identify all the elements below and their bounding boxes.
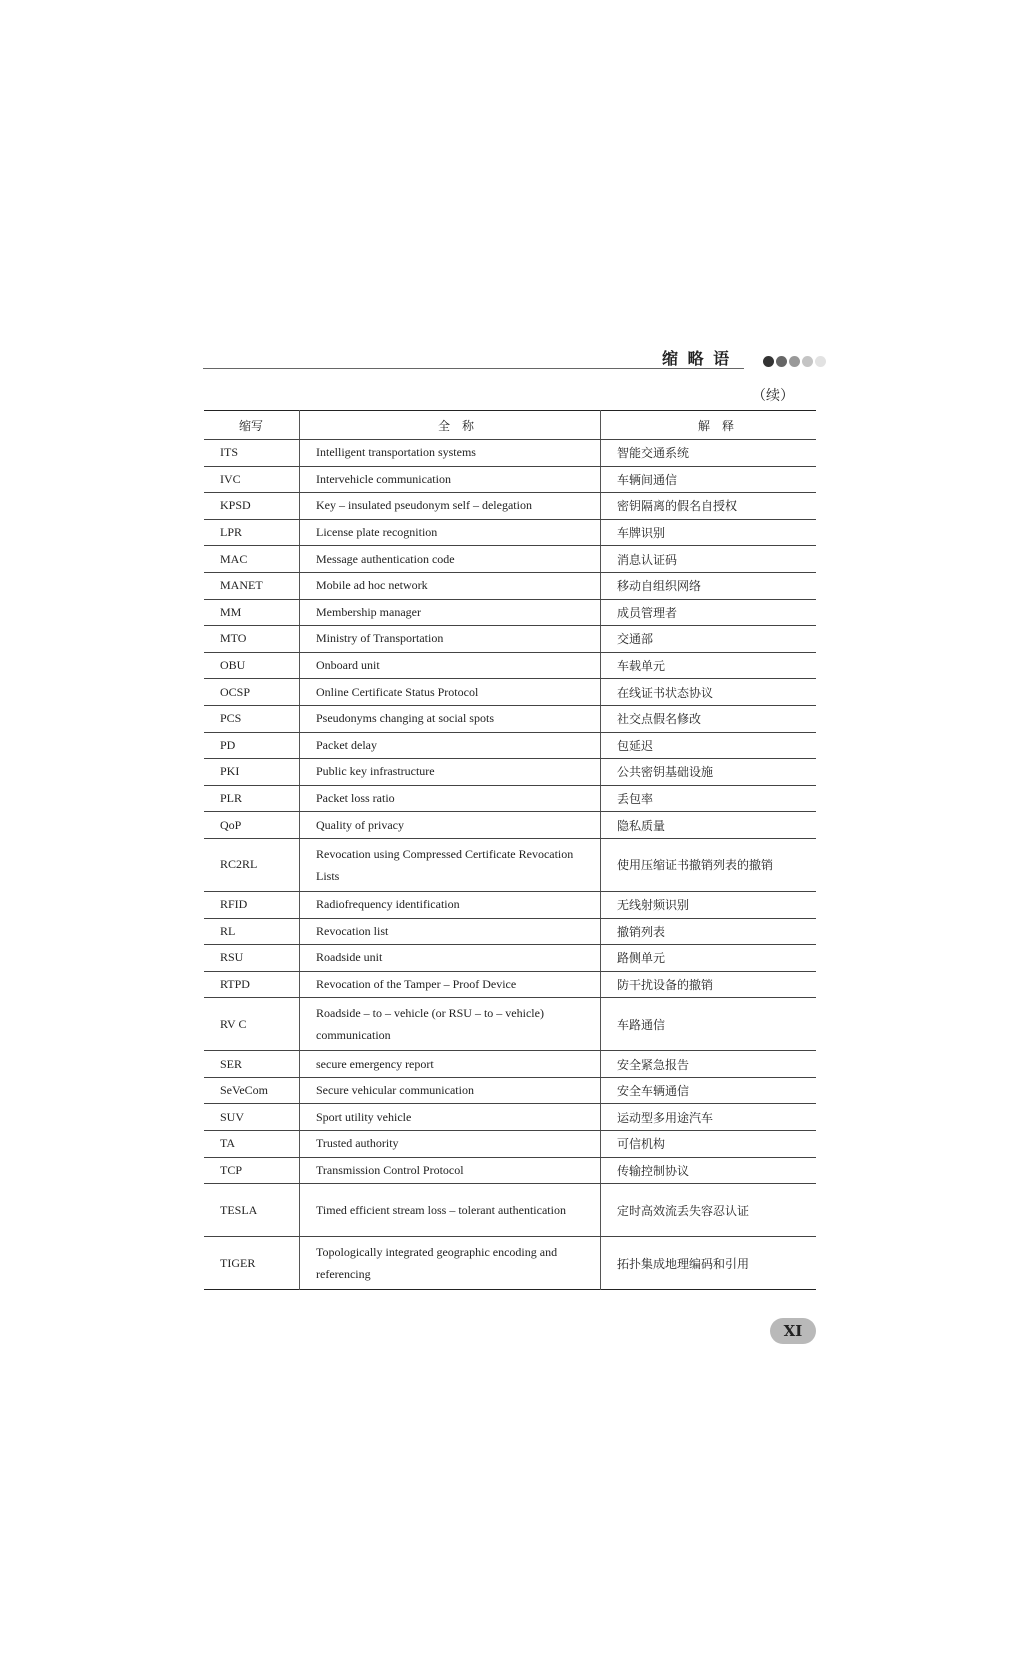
- abbr-cell: RV C: [204, 998, 300, 1051]
- chinese-meaning-cell: 智能交通系统: [601, 440, 817, 467]
- header-dot: [802, 356, 813, 367]
- header-dot: [763, 356, 774, 367]
- full-name-cell: Trusted authority: [300, 1131, 601, 1158]
- column-header-full: 全 称: [300, 411, 601, 440]
- chinese-meaning-cell: 包延迟: [601, 732, 817, 759]
- chinese-meaning-cell: 使用压缩证书撤销列表的撤销: [601, 838, 817, 891]
- table-header-row: [204, 411, 816, 440]
- table-row: [204, 918, 816, 945]
- table-row: [204, 519, 816, 546]
- table-row: [204, 572, 816, 599]
- table-row: [204, 971, 816, 998]
- table-row: [204, 838, 816, 891]
- table-body: [204, 440, 816, 1290]
- column-header-cn: 解 释: [601, 411, 817, 440]
- full-name-cell: Roadside unit: [300, 945, 601, 972]
- table-row: [204, 1131, 816, 1158]
- full-name-cell: Online Certificate Status Protocol: [300, 679, 601, 706]
- chinese-meaning-cell: 移动自组织网络: [601, 572, 817, 599]
- full-name-cell: secure emergency report: [300, 1051, 601, 1078]
- chinese-meaning-cell: 拓扑集成地理编码和引用: [617, 1256, 750, 1271]
- chinese-meaning-cell: 车辆间通信: [601, 466, 817, 493]
- table-row: [204, 652, 816, 679]
- abbr-cell: RFID: [204, 891, 300, 918]
- header-dot: [789, 356, 800, 367]
- full-name-cell: Revocation using Compressed Certificate Revocation Lists: [300, 838, 601, 891]
- abbreviation-table: [204, 410, 816, 1290]
- table-row: [204, 466, 816, 493]
- full-name-cell: Quality of privacy: [300, 812, 601, 839]
- table-row: [204, 759, 816, 786]
- abbr-cell: TCP: [204, 1157, 300, 1184]
- table-row: [204, 1077, 816, 1104]
- table-row: [204, 785, 816, 812]
- chinese-meaning-cell: 传输控制协议: [601, 1157, 817, 1184]
- page-number-badge: XI: [770, 1318, 816, 1344]
- chinese-meaning-cell: 消息认证码: [601, 546, 817, 573]
- header-dot: [776, 356, 787, 367]
- table-row: [204, 812, 816, 839]
- chinese-meaning-cell: 在线证书状态协议: [601, 679, 817, 706]
- abbr-cell: TA: [204, 1131, 300, 1158]
- chinese-meaning-cell: 路侧单元: [601, 945, 817, 972]
- abbr-cell: RSU: [204, 945, 300, 972]
- abbr-cell: OCSP: [204, 679, 300, 706]
- abbr-cell: RL: [204, 918, 300, 945]
- full-name-cell: Revocation list: [300, 918, 601, 945]
- chinese-meaning-cell: 运动型多用途汽车: [601, 1104, 817, 1131]
- chinese-meaning-cell: 隐私质量: [601, 812, 817, 839]
- abbr-cell: PLR: [204, 785, 300, 812]
- full-name-cell: License plate recognition: [300, 519, 601, 546]
- abbr-cell: SUV: [204, 1104, 300, 1131]
- table-row: [204, 599, 816, 626]
- abbr-cell: MANET: [204, 572, 300, 599]
- full-name-cell: Message authentication code: [300, 546, 601, 573]
- full-name-cell: Key – insulated pseudonym self – delegation: [300, 493, 601, 520]
- abbr-cell: IVC: [204, 466, 300, 493]
- abbr-cell: TESLA: [204, 1184, 300, 1237]
- table-row: [204, 1157, 816, 1184]
- table-row: [204, 705, 816, 732]
- full-name-cell: Revocation of the Tamper – Proof Device: [300, 971, 601, 998]
- chinese-meaning-cell: 车载单元: [601, 652, 817, 679]
- header-rule: [203, 368, 744, 369]
- table-row: [204, 493, 816, 520]
- table-row: [204, 440, 816, 467]
- chinese-meaning-cell: 防干扰设备的撤销: [601, 971, 817, 998]
- chinese-meaning-cell: 车路通信: [601, 998, 817, 1051]
- chinese-meaning-cell: 可信机构: [601, 1131, 817, 1158]
- chinese-meaning-cell: 成员管理者: [601, 599, 817, 626]
- full-name-cell: Radiofrequency identification: [300, 891, 601, 918]
- table-row: [204, 732, 816, 759]
- full-name-cell: Pseudonyms changing at social spots: [300, 705, 601, 732]
- table-row: [204, 626, 816, 653]
- chinese-meaning-cell: 撤销列表: [601, 918, 817, 945]
- table-row: [204, 546, 816, 573]
- chinese-meaning-cell: 安全紧急报告: [601, 1051, 817, 1078]
- table-row: [204, 1104, 816, 1131]
- abbr-cell: KPSD: [204, 493, 300, 520]
- header-dots: [763, 356, 826, 367]
- chinese-meaning-cell: 丢包率: [601, 785, 817, 812]
- header-dot: [815, 356, 826, 367]
- full-name-cell: Intelligent transportation systems: [300, 440, 601, 467]
- full-name-cell: Topologically integrated geographic encoding and referencing: [300, 1237, 601, 1290]
- abbr-cell: SeVeCom: [204, 1077, 300, 1104]
- full-name-cell: Packet delay: [300, 732, 601, 759]
- chinese-meaning-cell: 安全车辆通信: [601, 1077, 817, 1104]
- chinese-meaning-cell: 无线射频识别: [601, 891, 817, 918]
- full-name-cell: Sport utility vehicle: [300, 1104, 601, 1131]
- chinese-meaning-cell: 交通部: [601, 626, 817, 653]
- continued-label: （续）: [752, 388, 794, 404]
- table-row: [204, 945, 816, 972]
- abbr-cell: SER: [204, 1051, 300, 1078]
- full-name-cell: Mobile ad hoc network: [300, 572, 601, 599]
- full-name-cell: Roadside – to – vehicle (or RSU – to – vehicle) communication: [300, 998, 601, 1051]
- abbr-cell: MM: [204, 599, 300, 626]
- chinese-meaning-cell: 车牌识别: [601, 519, 817, 546]
- chinese-meaning-cell: 密钥隔离的假名自授权: [601, 493, 817, 520]
- chinese-meaning-cell: 公共密钥基础设施: [601, 759, 817, 786]
- full-name-cell: Ministry of Transportation: [300, 626, 601, 653]
- table-row: [204, 891, 816, 918]
- table-row: [204, 1237, 816, 1290]
- abbr-cell: RTPD: [204, 971, 300, 998]
- abbr-cell: LPR: [204, 519, 300, 546]
- full-name-cell: Timed efficient stream loss – tolerant authentication: [300, 1184, 601, 1237]
- full-name-cell: Onboard unit: [300, 652, 601, 679]
- abbr-cell: RC2RL: [204, 838, 300, 891]
- abbr-cell: OBU: [204, 652, 300, 679]
- table-row: [204, 1184, 816, 1237]
- table-row: [204, 1051, 816, 1078]
- page-header-title: 缩 略 语: [662, 349, 732, 368]
- full-name-cell: Secure vehicular communication: [300, 1077, 601, 1104]
- full-name-cell: Packet loss ratio: [300, 785, 601, 812]
- full-name-cell: Membership manager: [300, 599, 601, 626]
- full-name-cell: Intervehicle communication: [300, 466, 601, 493]
- abbr-cell: QoP: [204, 812, 300, 839]
- chinese-meaning-cell: 社交点假名修改: [601, 705, 817, 732]
- full-name-cell: Public key infrastructure: [300, 759, 601, 786]
- column-header-abbr: 缩写: [204, 411, 300, 440]
- abbr-cell: PCS: [204, 705, 300, 732]
- abbr-cell: MAC: [204, 546, 300, 573]
- table-row: [204, 998, 816, 1051]
- abbr-cell: ITS: [204, 440, 300, 467]
- abbr-cell: PD: [204, 732, 300, 759]
- table-row: [204, 679, 816, 706]
- abbr-cell: PKI: [204, 759, 300, 786]
- full-name-cell: Transmission Control Protocol: [300, 1157, 601, 1184]
- abbr-cell: TIGER: [220, 1255, 256, 1270]
- abbr-cell: MTO: [204, 626, 300, 653]
- chinese-meaning-cell: 定时高效流丢失容忍认证: [601, 1184, 817, 1237]
